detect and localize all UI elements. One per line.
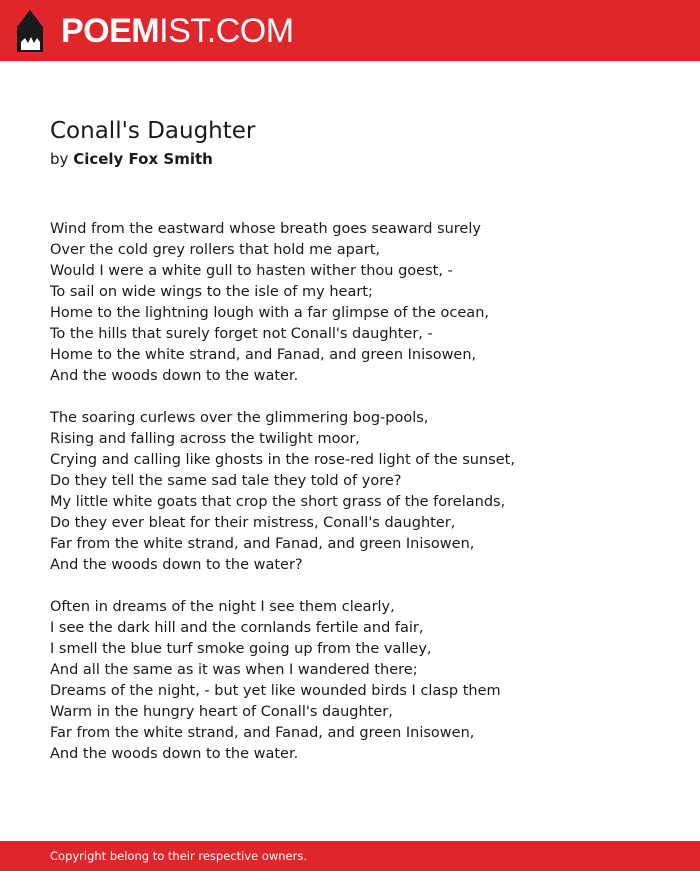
- poem-line: The soaring curlews over the glimmering bog-pools,: [50, 410, 429, 426]
- poem-body: [50, 219, 670, 786]
- poem-line: And the woods down to the water.: [50, 746, 299, 762]
- poem-line: Home to the lightning lough with a far glimpse of the ocean,: [50, 305, 489, 321]
- poem-title: Conall's Daughter: [50, 118, 256, 144]
- poem-line: And the woods down to the water.: [50, 368, 299, 384]
- poem-line: My little white goats that crop the short grass of the forelands,: [50, 494, 506, 510]
- poem-line: Would I were a white gull to hasten wither thou goest, -: [50, 263, 453, 279]
- stanza-1: [50, 219, 670, 387]
- site-logo[interactable]: [61, 11, 294, 51]
- poem-line: Crying and calling like ghosts in the rose-red light of the sunset,: [50, 452, 515, 468]
- by-label: by: [50, 150, 69, 168]
- poem-line: Dreams of the night, - but yet like wounded birds I clasp them: [50, 683, 501, 699]
- stanza-3: [50, 597, 670, 765]
- poem-line: To sail on wide wings to the isle of my heart;: [50, 284, 373, 300]
- poem-line: And the woods down to the water?: [50, 557, 303, 573]
- stanza-2: [50, 408, 670, 576]
- logo-light-text: IST.COM: [159, 12, 294, 50]
- site-header: [0, 0, 700, 61]
- poem-line: Do they tell the same sad tale they told of yore?: [50, 473, 402, 489]
- poem-line: Home to the white strand, and Fanad, and green Inisowen,: [50, 347, 477, 363]
- site-footer: [0, 841, 700, 871]
- poem-line: Wind from the eastward whose breath goes seaward surely: [50, 221, 481, 237]
- poem-line: To the hills that surely forget not Conall's daughter, -: [50, 326, 433, 342]
- copyright-text: Copyright belong to their respective owners.: [50, 849, 308, 863]
- poem-author: Cicely Fox Smith: [73, 150, 213, 168]
- poem-line: Far from the white strand, and Fanad, and green Inisowen,: [50, 725, 475, 741]
- poem-line: Far from the white strand, and Fanad, and green Inisowen,: [50, 536, 475, 552]
- poem-line: Rising and falling across the twilight moor,: [50, 431, 360, 447]
- poem-line: Warm in the hungry heart of Conall's daughter,: [50, 704, 393, 720]
- poem-line: Often in dreams of the night I see them clearly,: [50, 599, 395, 615]
- poem-line: Over the cold grey rollers that hold me apart,: [50, 242, 380, 258]
- pencil-logo-icon: [17, 10, 43, 52]
- logo-bold-text: POEM: [61, 12, 160, 50]
- poem-line: I see the dark hill and the cornlands fertile and fair,: [50, 620, 424, 636]
- poem-line: I smell the blue turf smoke going up from the valley,: [50, 641, 432, 657]
- poem-line: And all the same as it was when I wandered there;: [50, 662, 418, 678]
- poem-byline: [50, 148, 213, 170]
- poem-line: Do they ever bleat for their mistress, Conall's daughter,: [50, 515, 456, 531]
